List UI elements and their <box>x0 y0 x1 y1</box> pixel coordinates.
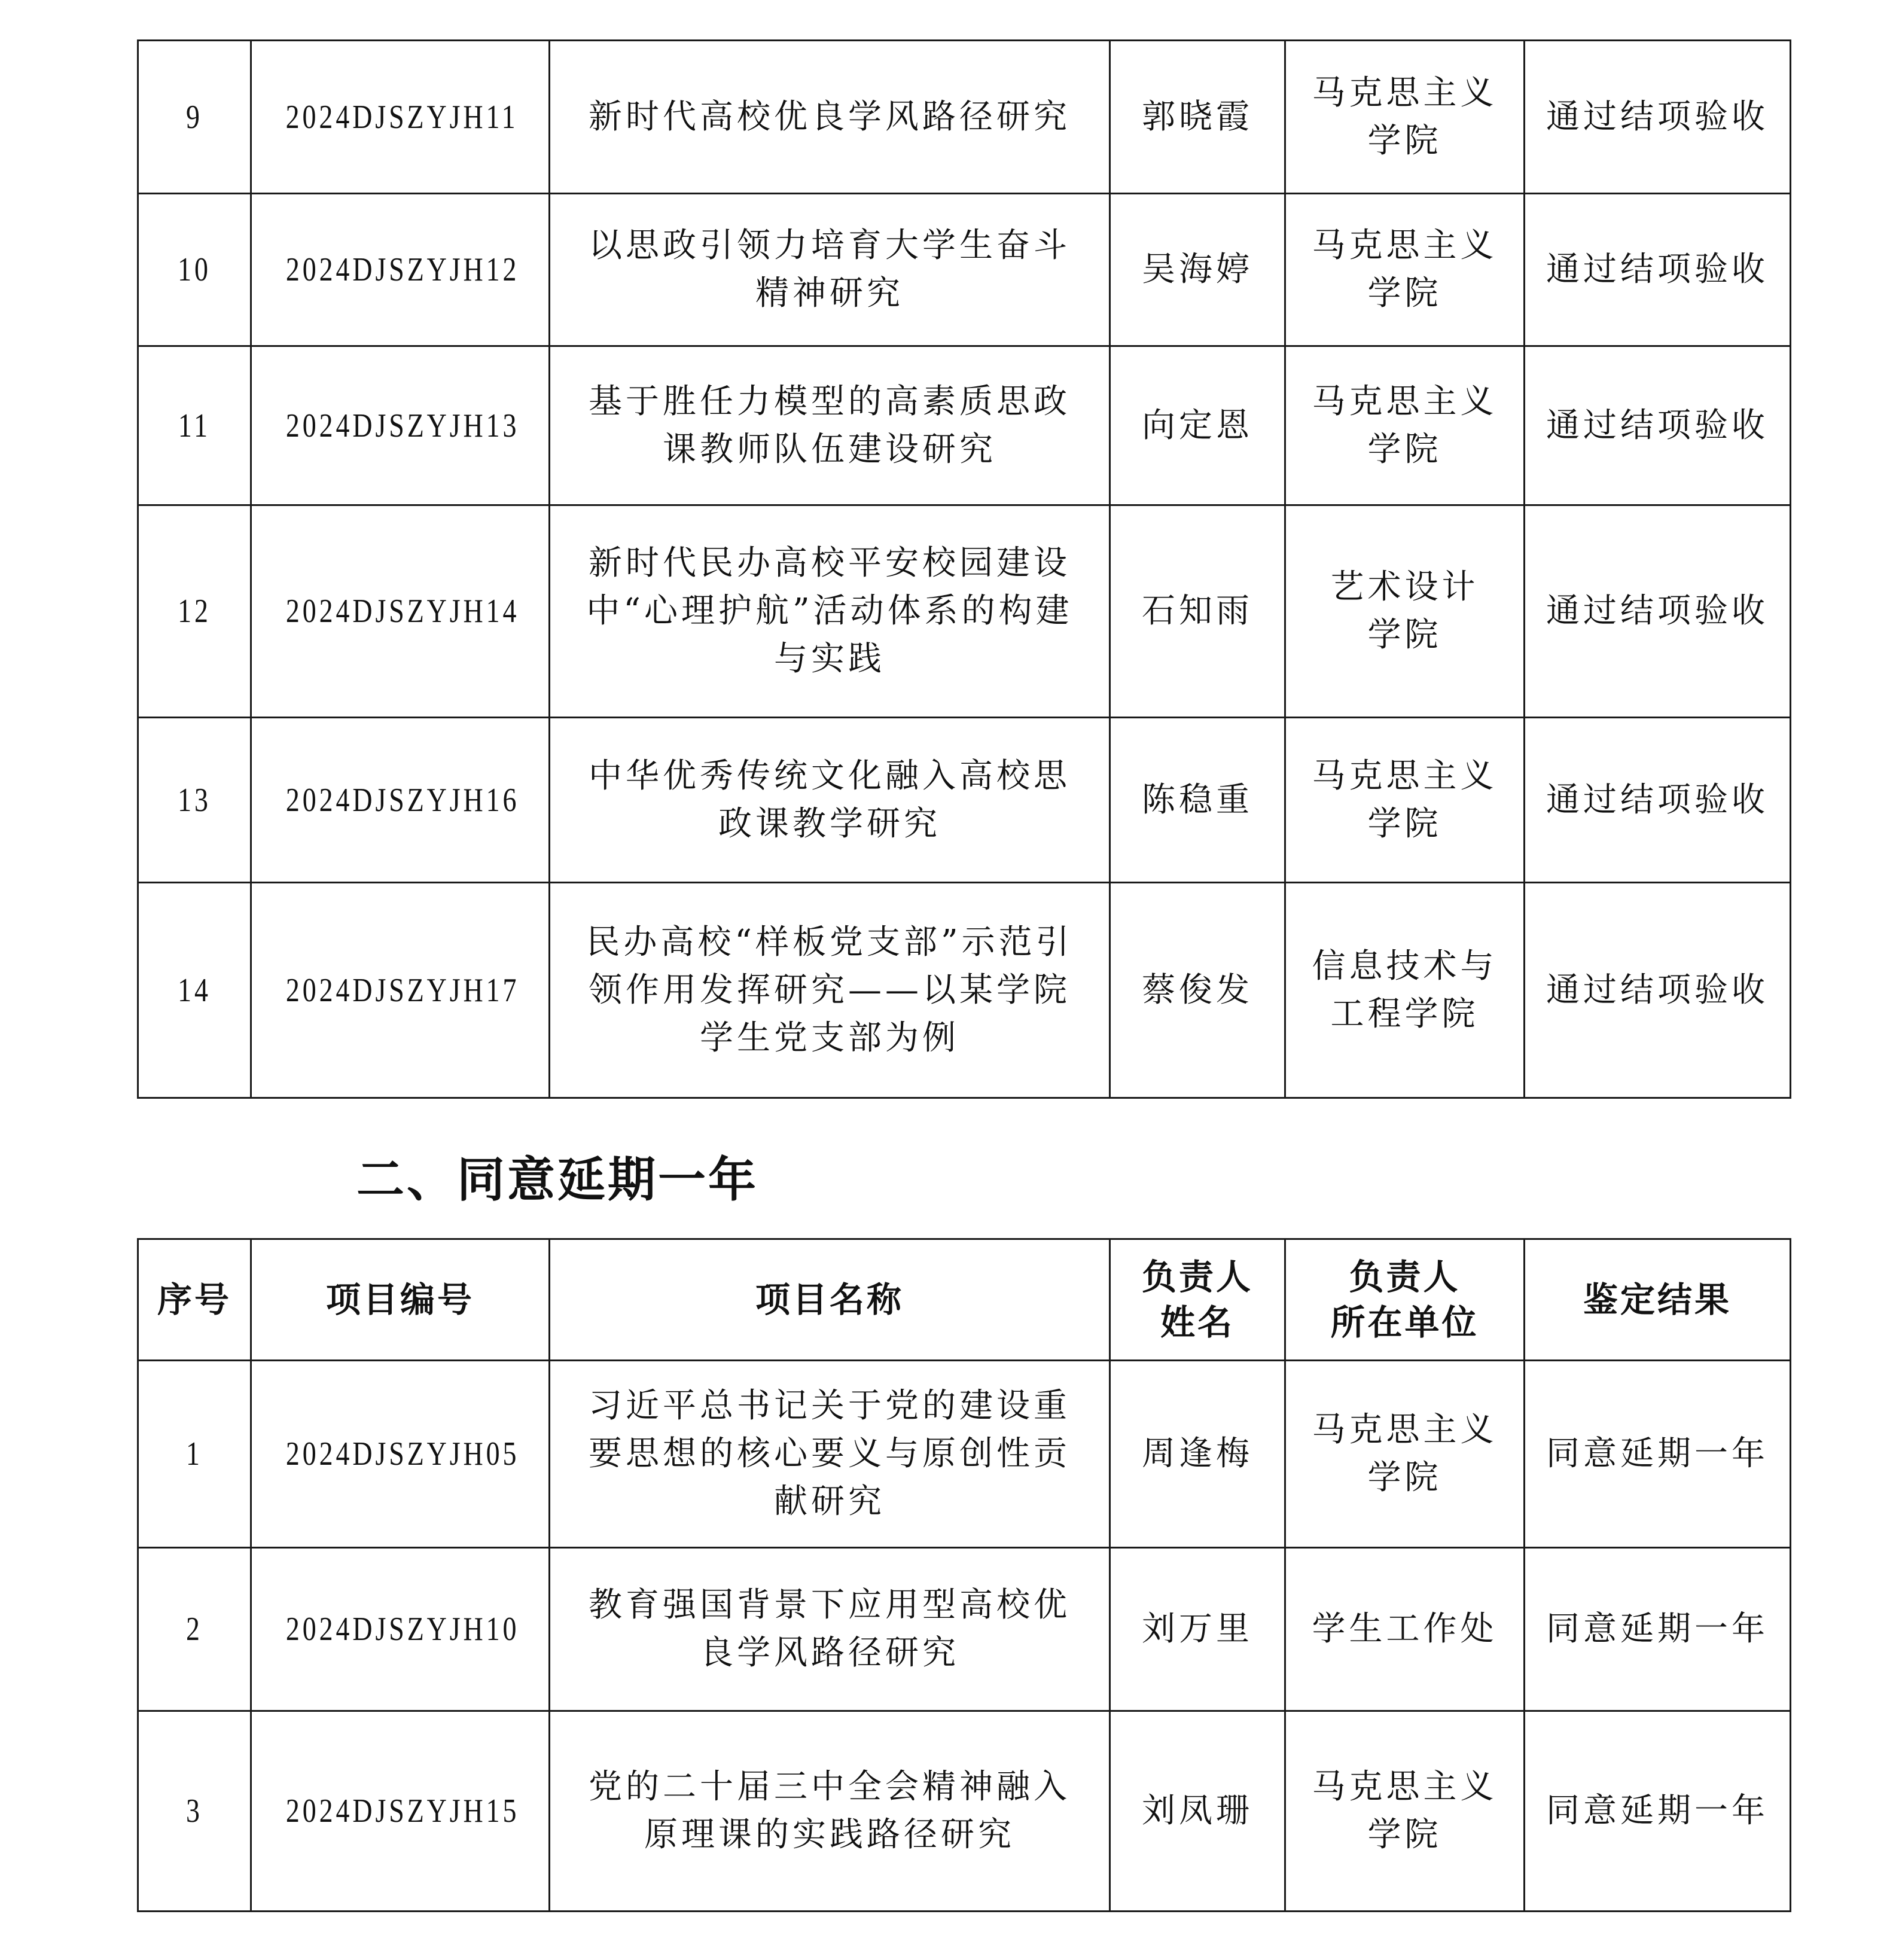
project-title: 党的二十届三中全会精神融入 原理课的实践路径研究 <box>550 1711 1110 1912</box>
leader-name: 向定恩 <box>1110 346 1285 505</box>
project-title: 新时代高校优良学风路径研究 <box>550 41 1110 194</box>
header-no: 序号 <box>138 1239 251 1361</box>
leader-unit: 马克思主义 学院 <box>1285 346 1525 505</box>
leader-name: 周逢梅 <box>1110 1361 1285 1548</box>
project-title: 基于胜任力模型的高素质思政 课教师队伍建设研究 <box>550 346 1110 505</box>
project-code: 2024DJSZYJH15 <box>251 1711 550 1912</box>
table-row <box>138 718 1791 883</box>
project-code: 2024DJSZYJH12 <box>251 194 550 346</box>
project-title: 新时代民办高校平安校园建设 中“心理护航”活动体系的构建 与实践 <box>550 505 1110 718</box>
extension-projects-table <box>137 1238 1791 1912</box>
table-row <box>138 41 1791 194</box>
leader-name: 刘凤珊 <box>1110 1711 1285 1912</box>
evaluation-result: 通过结项验收 <box>1525 883 1791 1098</box>
header-unit: 负责人 所在单位 <box>1285 1239 1525 1361</box>
evaluation-result: 同意延期一年 <box>1525 1548 1791 1711</box>
project-code: 2024DJSZYJH10 <box>251 1548 550 1711</box>
leader-name: 石知雨 <box>1110 505 1285 718</box>
table-header-row <box>138 1239 1791 1361</box>
leader-unit: 马克思主义 学院 <box>1285 718 1525 883</box>
leader-name: 郭晓霞 <box>1110 41 1285 194</box>
row-number: 1 <box>138 1361 251 1548</box>
evaluation-result: 同意延期一年 <box>1525 1361 1791 1548</box>
evaluation-result: 通过结项验收 <box>1525 346 1791 505</box>
passed-projects-table <box>137 39 1791 1099</box>
project-code: 2024DJSZYJH11 <box>251 41 550 194</box>
leader-unit: 信息技术与 工程学院 <box>1285 883 1525 1098</box>
project-title: 习近平总书记关于党的建设重 要思想的核心要义与原创性贡 献研究 <box>550 1361 1110 1548</box>
table-row <box>138 194 1791 346</box>
leader-unit: 马克思主义 学院 <box>1285 41 1525 194</box>
project-code: 2024DJSZYJH13 <box>251 346 550 505</box>
row-number: 9 <box>138 41 251 194</box>
project-code: 2024DJSZYJH17 <box>251 883 550 1098</box>
project-code: 2024DJSZYJH16 <box>251 718 550 883</box>
project-code: 2024DJSZYJH14 <box>251 505 550 718</box>
header-result: 鉴定结果 <box>1525 1239 1791 1361</box>
leader-unit: 马克思主义 学院 <box>1285 1361 1525 1548</box>
table-row <box>138 1361 1791 1548</box>
evaluation-result: 同意延期一年 <box>1525 1711 1791 1912</box>
project-title: 中华优秀传统文化融入高校思 政课教学研究 <box>550 718 1110 883</box>
header-code: 项目编号 <box>251 1239 550 1361</box>
evaluation-result: 通过结项验收 <box>1525 718 1791 883</box>
project-title: 以思政引领力培育大学生奋斗 精神研究 <box>550 194 1110 346</box>
leader-unit: 艺术设计 学院 <box>1285 505 1525 718</box>
project-title: 教育强国背景下应用型高校优 良学风路径研究 <box>550 1548 1110 1711</box>
leader-name: 陈稳重 <box>1110 718 1285 883</box>
project-title: 民办高校“样板党支部”示范引 领作用发挥研究——以某学院 学生党支部为例 <box>550 883 1110 1098</box>
row-number: 12 <box>138 505 251 718</box>
row-number: 13 <box>138 718 251 883</box>
row-number: 11 <box>138 346 251 505</box>
header-leader: 负责人 姓名 <box>1110 1239 1285 1361</box>
leader-unit: 马克思主义 学院 <box>1285 194 1525 346</box>
evaluation-result: 通过结项验收 <box>1525 505 1791 718</box>
row-number: 3 <box>138 1711 251 1912</box>
header-title: 项目名称 <box>550 1239 1110 1361</box>
evaluation-result: 通过结项验收 <box>1525 41 1791 194</box>
leader-unit: 学生工作处 <box>1285 1548 1525 1711</box>
evaluation-result: 通过结项验收 <box>1525 194 1791 346</box>
leader-name: 刘万里 <box>1110 1548 1285 1711</box>
table-row <box>138 505 1791 718</box>
row-number: 10 <box>138 194 251 346</box>
project-code: 2024DJSZYJH05 <box>251 1361 550 1548</box>
table-row <box>138 1711 1791 1912</box>
row-number: 14 <box>138 883 251 1098</box>
table-row <box>138 1548 1791 1711</box>
leader-name: 吴海婷 <box>1110 194 1285 346</box>
table-row <box>138 883 1791 1098</box>
leader-name: 蔡俊发 <box>1110 883 1285 1098</box>
section-heading-extension: 二、同意延期一年 <box>356 1152 758 1208</box>
leader-unit: 马克思主义 学院 <box>1285 1711 1525 1912</box>
table-row <box>138 346 1791 505</box>
row-number: 2 <box>138 1548 251 1711</box>
